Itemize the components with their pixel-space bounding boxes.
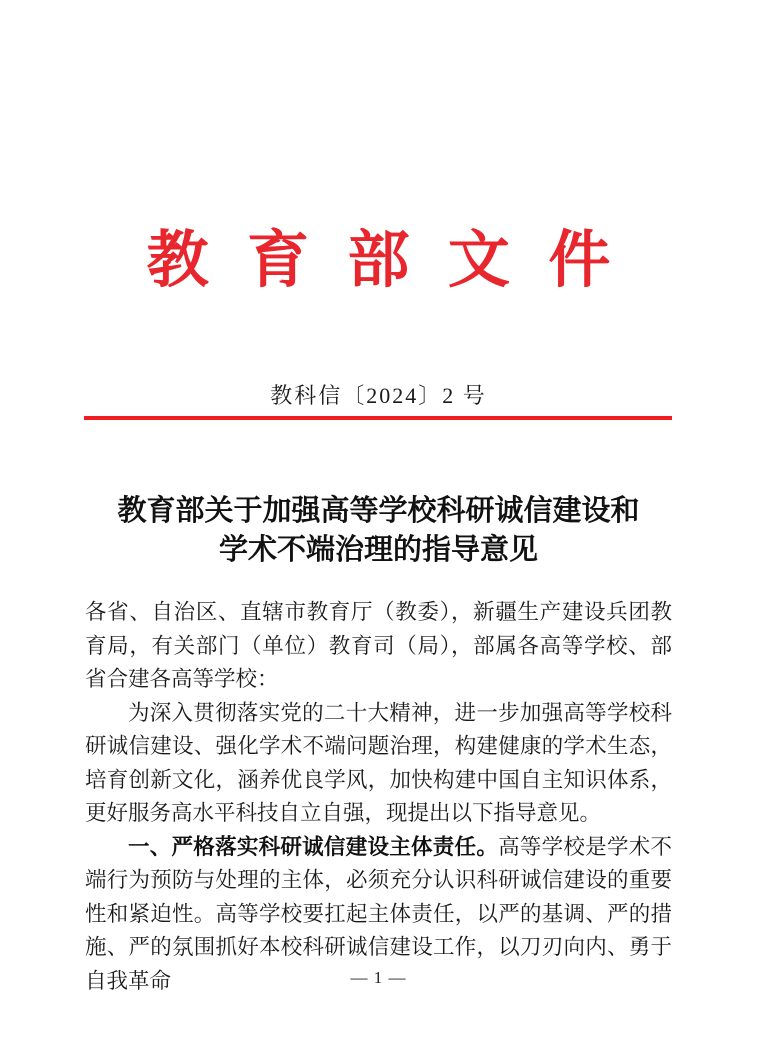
- page-number: — 1 —: [350, 968, 407, 987]
- document-header-masthead: 教育部文件: [146, 227, 649, 295]
- document-reference-number: 教科信〔2024〕2 号: [270, 383, 487, 408]
- salutation-paragraph: 各省、自治区、直辖市教育厅（教委），新疆生产建设兵团教育局，有关部门（单位）教育司（局），部属各高等学校、部省合建各高等学校：: [85, 600, 672, 691]
- title-line-1: 教育部关于加强高等学校科研诚信建设和: [117, 495, 640, 527]
- section-1-heading: 一、严格落实科研诚信建设主体责任。: [128, 834, 499, 859]
- document-body: [85, 596, 672, 998]
- title-line-2: 学术不端治理的指导意见: [218, 534, 538, 566]
- document-title: [0, 492, 757, 570]
- intro-paragraph: 为深入贯彻落实党的二十大精神，进一步加强高等学校科研诚信建设、强化学术不端问题治理，构建健康的学术生态，培育创新文化，涵养优良学风，加快构建中国自主知识体系，更好服务高水平科技自立自强，现提出以下指导意见。: [85, 700, 672, 825]
- red-divider-line: [84, 416, 672, 420]
- section-1-text: 高等学校是学术不端行为预防与处理的主体，必须充分认识科研诚信建设的重要性和紧迫性。高等学校要扛起主体责任，以严的基调、严的措施、严的氛围抓好本校科研诚信建设工作，以刀刃向内、勇于自我革命: [85, 834, 672, 993]
